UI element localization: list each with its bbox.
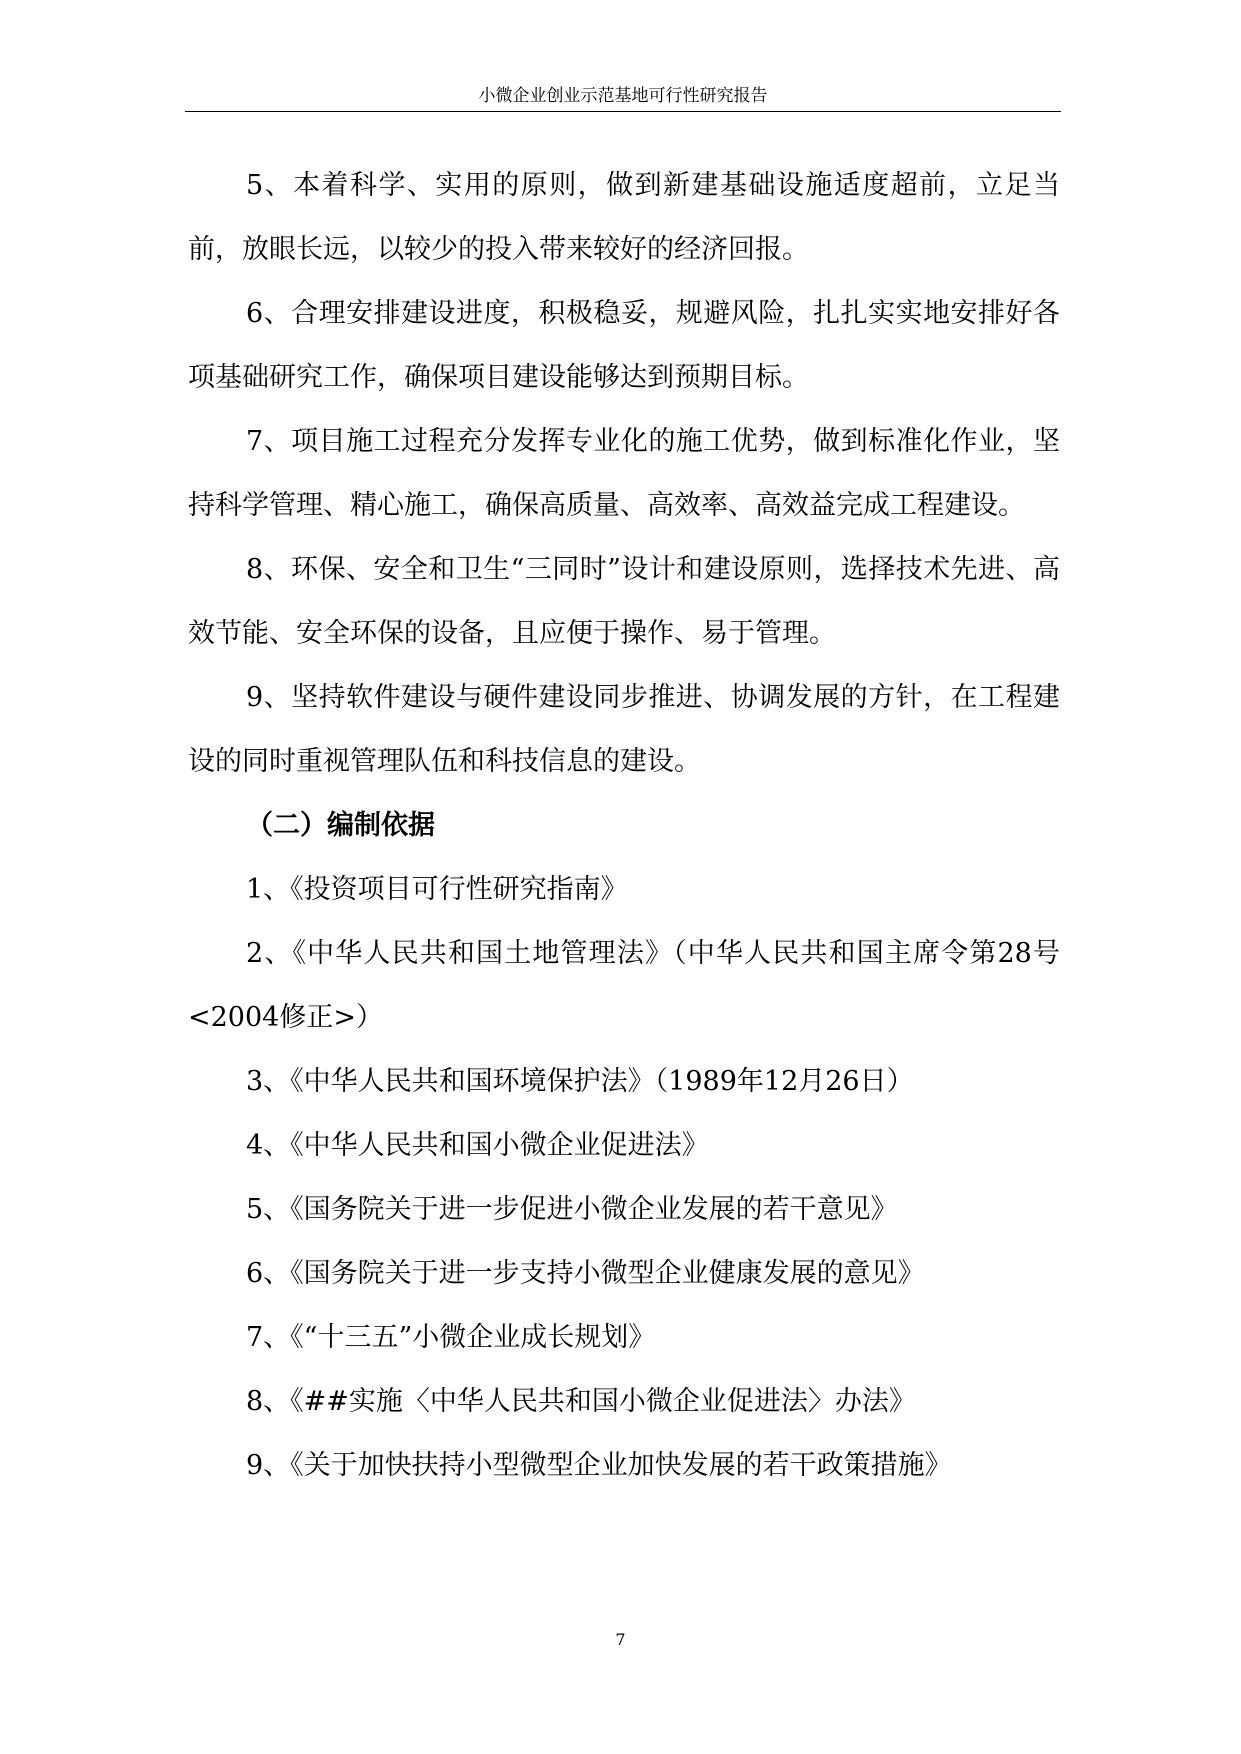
basis-item: 2、《中华人民共和国土地管理法》（中华人民共和国主席令第28号<2004修正>） — [188, 938, 1060, 1033]
basis-item: 5、《国务院关于进一步促进小微企业发展的若干意见》 — [246, 1194, 898, 1225]
basis-item: 4、《中华人民共和国小微企业促进法》 — [246, 1130, 709, 1161]
basis-item: 1、《投资项目可行性研究指南》 — [246, 874, 628, 905]
basis-item: 8、《##实施〈中华人民共和国小微企业促进法〉办法》 — [246, 1386, 916, 1417]
principle-paragraph: 7、项目施工过程充分发挥专业化的施工优势，做到标准化作业，坚持科学管理、精心施工，确保高质量、高效率、高效益完成工程建设。 — [188, 426, 1060, 521]
basis-item: 7、《“十三五”小微企业成长规划》 — [246, 1322, 656, 1353]
header-divider — [185, 111, 1061, 112]
principle-paragraph: 9、坚持软件建设与硬件建设同步推进、协调发展的方针，在工程建设的同时重视管理队伍和科技信息的建设。 — [188, 682, 1060, 777]
principle-paragraph: 5、本着科学、实用的原则，做到新建基础设施适度超前，立足当前，放眼长远，以较少的投入带来较好的经济回报。 — [188, 170, 1060, 265]
basis-item: 6、《国务院关于进一步支持小微型企业健康发展的意见》 — [246, 1258, 925, 1289]
principle-paragraph: 6、合理安排建设进度，积极稳妥，规避风险，扎扎实实地安排好各项基础研究工作，确保项目建设能够达到预期目标。 — [188, 298, 1060, 393]
section-heading: （二）编制依据 — [246, 810, 435, 841]
running-header: 小微企业创业示范基地可行性研究报告 — [478, 86, 768, 106]
basis-item: 3、《中华人民共和国环境保护法》（1989年12月26日） — [246, 1066, 914, 1097]
page-number: 7 — [615, 1630, 626, 1649]
principle-paragraph: 8、环保、安全和卫生“三同时”设计和建设原则，选择技术先进、高效节能、安全环保的设备，且应便于操作、易于管理。 — [188, 554, 1060, 649]
document-body — [188, 154, 1060, 1498]
basis-item: 9、《关于加快扶持小型微型企业加快发展的若干政策措施》 — [246, 1450, 952, 1481]
